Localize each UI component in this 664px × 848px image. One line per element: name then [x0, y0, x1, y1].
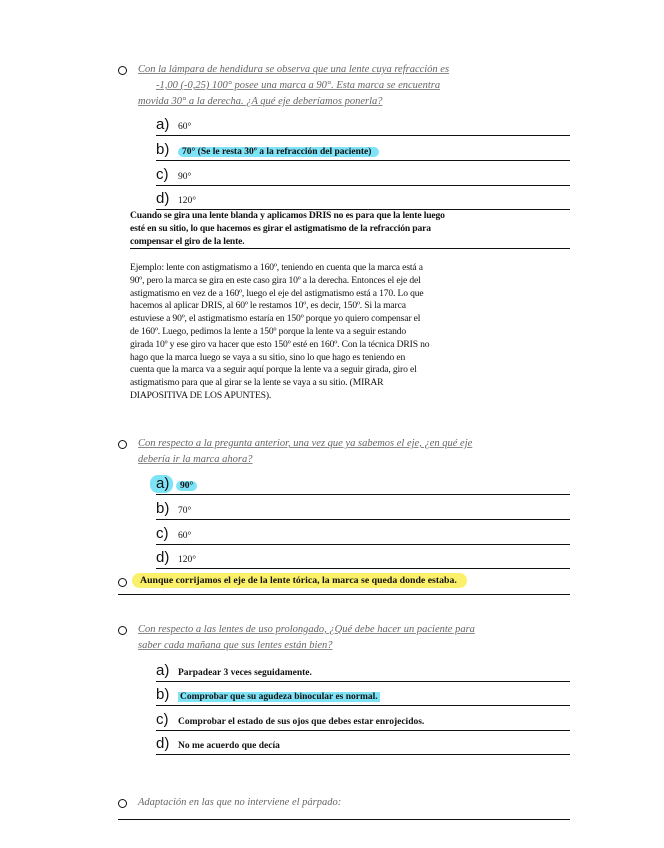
example-line: cuenta que la marca va a seguir aquí porque la lente va a seguir girada, giro el	[130, 364, 417, 376]
question-3-option-a[interactable]	[156, 661, 570, 682]
option-text: 120°	[178, 196, 197, 206]
question-2	[118, 436, 570, 572]
question-2-option-c[interactable]	[156, 524, 570, 545]
question-1-option-c[interactable]	[156, 165, 570, 186]
option-letter: a)	[156, 662, 170, 679]
question-3-line-1: Con respecto a las lentes de uso prolongado, ¿Qué debe hacer un paciente para	[138, 624, 475, 635]
question-1-text	[138, 62, 570, 110]
example-line: Ejemplo: lente con astigmatismo a 160º, teniendo en cuenta que la marca está a	[130, 262, 423, 273]
example-line: DIAPOSITIVA DE LOS APUNTES).	[130, 389, 272, 401]
option-letter: b)	[156, 500, 170, 517]
example-line: estuviese a 90º, el astigmatismo estaría en 150º porque yo quiero compensar el	[130, 313, 421, 325]
question-2-line-2: debería ir la marca ahora?	[138, 454, 253, 465]
option-text: 60°	[178, 531, 192, 541]
option-letter: a)	[156, 116, 170, 133]
question-1-option-b[interactable]	[156, 140, 570, 161]
option-letter: c)	[156, 525, 169, 542]
bullet-icon	[118, 626, 127, 635]
option-text: No me acuerdo que decía	[178, 741, 280, 751]
question-2-text	[138, 436, 570, 468]
option-text-highlighted: Comprobar que su agudeza binocular es normal.	[180, 692, 378, 702]
question-1-line-1: Con la lámpara de hendidura se observa que una lente cuya refracción es	[138, 64, 450, 75]
note-line: Cuando se gira una lente blanda y aplicamos DRIS no es para que la lente luego	[130, 210, 445, 221]
question-2-option-d[interactable]	[156, 548, 570, 569]
bullet-icon	[118, 440, 127, 449]
example-line: 90º, pero la marca se gira en este caso gira 10º a la derecha. Entonces el eje del	[130, 274, 421, 286]
example-line: girada 10º y ese giro va hacer que esto 150º esté en 160º. Con la técnica DRIS no	[130, 338, 430, 350]
question-3-text	[138, 622, 570, 654]
option-text-highlighted: 90°	[176, 481, 197, 491]
option-text: Parpadear 3 veces seguidamente.	[178, 668, 312, 678]
question-3-line-2: saber cada mañana que sus lentes están bien?	[138, 640, 333, 651]
option-letter: a)	[150, 475, 173, 493]
question-1-line-3: movida 30° a la derecha. ¿A qué eje deberíamos ponerla?	[138, 96, 383, 107]
question-2-option-a[interactable]	[156, 474, 570, 495]
note-line: compensar el giro de la lente.	[130, 235, 245, 247]
question-3-option-b[interactable]	[156, 685, 570, 706]
question-3	[118, 622, 570, 762]
option-text: 120°	[178, 555, 197, 565]
option-letter: d)	[156, 735, 170, 752]
example-line: hacemos al aplicar DRIS, al 60º le restamos 10º, es decir, 150º. Si la marca	[130, 300, 406, 312]
question-4	[118, 795, 570, 820]
bullet-icon	[118, 799, 127, 808]
option-letter: c)	[156, 711, 169, 728]
note-text: Aunque corrijamos el eje de la lente tórica, la marca se queda donde estaba.	[132, 573, 467, 588]
question-1-option-d[interactable]	[156, 189, 570, 210]
question-4-line-1: Adaptación en las que no interviene el párpado:	[138, 797, 342, 808]
example-line: hago que la marca luego se vaya a su sitio, sino lo que hago es teniendo en	[130, 351, 406, 363]
question-4-text	[138, 795, 570, 811]
example-line: astigmatismo para que al girar se la lente se vaya a su sitio. (MIRAR	[130, 377, 384, 389]
question-3-option-d[interactable]	[156, 734, 570, 755]
option-text-highlighted: 70° (Se le resta 30º a la refracción del paciente)	[178, 147, 379, 157]
explanation-note	[130, 210, 570, 249]
option-letter: d)	[156, 190, 170, 207]
question-1	[118, 62, 570, 212]
example-line: astigmatismo en vez de a 160º, luego el eje del astigmatismo está a 170. Lo que	[130, 287, 424, 299]
option-letter: d)	[156, 549, 170, 566]
question-1-line-2: -1,00 (-0,25) 100° posee una marca a 90°. Esta marca se encuentra	[156, 80, 441, 91]
question-3-option-c[interactable]	[156, 710, 570, 731]
question-2-line-1: Con respecto a la pregunta anterior, una vez que ya sabemos el eje, ¿en qué eje	[138, 438, 473, 449]
option-text: Comprobar el estado de sus ojos que debes estar enrojecidos.	[178, 717, 425, 727]
note-line: esté en su sitio, lo que hacemos es girar el astigmatismo de la refracción para	[130, 222, 431, 234]
bullet-icon	[118, 66, 127, 75]
option-letter: b)	[156, 141, 170, 158]
option-text: 70°	[178, 506, 192, 516]
example-line: de 160º. Luego, pedimos la lente a 150º porque la lente va a seguir estando	[130, 325, 407, 337]
option-letter: b)	[156, 686, 170, 703]
question-2-option-b[interactable]	[156, 499, 570, 520]
highlighted-note	[118, 572, 570, 595]
example-paragraph	[130, 262, 570, 403]
option-text: 90°	[178, 172, 192, 182]
option-text: 60°	[178, 122, 192, 132]
option-letter: c)	[156, 166, 169, 183]
question-1-option-a[interactable]	[156, 115, 570, 136]
bullet-icon	[118, 578, 127, 587]
